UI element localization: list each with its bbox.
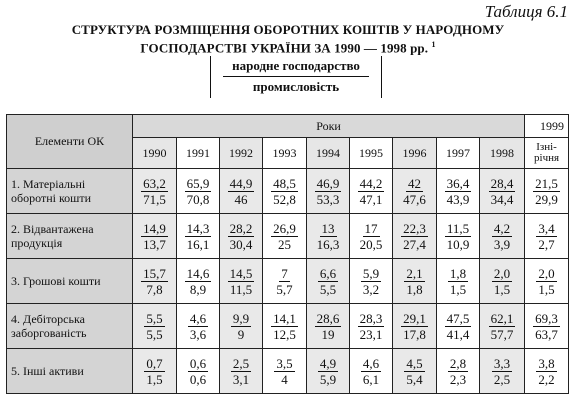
economy-value: 2,0 bbox=[538, 265, 555, 281]
industry-value: 19 bbox=[321, 326, 335, 342]
value-cell bbox=[307, 259, 350, 304]
industry-value: 29,9 bbox=[535, 191, 558, 207]
industry-value: 53,3 bbox=[316, 191, 340, 207]
value-cell bbox=[177, 214, 220, 259]
economy-value: 15,7 bbox=[143, 265, 166, 281]
industry-value: 16,1 bbox=[186, 236, 210, 252]
economy-value: 44,9 bbox=[229, 175, 253, 191]
economy-value: 14,9 bbox=[143, 220, 166, 236]
value-cell bbox=[525, 214, 569, 259]
economy-value: 3,5 bbox=[276, 355, 293, 371]
table-body bbox=[7, 169, 569, 394]
economy-value: 1,8 bbox=[449, 265, 467, 281]
value-cell bbox=[437, 349, 480, 394]
row-label: 3. Грошові кошти bbox=[7, 259, 133, 304]
industry-value: 1,5 bbox=[538, 281, 555, 297]
industry-value: 2,5 bbox=[493, 371, 511, 387]
economy-value: 28,6 bbox=[316, 310, 340, 326]
header-elements: Елементи ОК bbox=[7, 115, 133, 169]
economy-value: 65,9 bbox=[186, 175, 210, 191]
industry-value: 47,1 bbox=[359, 191, 383, 207]
industry-value: 1,8 bbox=[406, 281, 423, 297]
economy-value: 48,5 bbox=[273, 175, 296, 191]
header-year: 1994 bbox=[307, 138, 350, 169]
economy-value: 5,9 bbox=[362, 265, 380, 281]
fraction-legend bbox=[210, 56, 382, 98]
value-cell bbox=[263, 259, 307, 304]
value-cell bbox=[393, 169, 437, 214]
row-label: 4. Дебіторська заборгованість bbox=[7, 304, 133, 349]
header-year-part: річня bbox=[534, 152, 560, 164]
value-cell bbox=[350, 259, 393, 304]
economy-value: 9,9 bbox=[232, 310, 250, 326]
value-cell bbox=[133, 214, 177, 259]
value-cell bbox=[263, 214, 307, 259]
value-cell bbox=[480, 304, 525, 349]
industry-value: 2,2 bbox=[538, 371, 555, 387]
header-row-group bbox=[7, 115, 569, 138]
value-cell bbox=[263, 349, 307, 394]
economy-value: 2,8 bbox=[449, 355, 467, 371]
economy-value: 21,5 bbox=[535, 175, 558, 191]
value-cell bbox=[437, 259, 480, 304]
header-year bbox=[525, 138, 569, 169]
title-line-2-text: ГОСПОДАРСТВІ УКРАЇНИ ЗА 1990 — 1998 рр. bbox=[140, 40, 429, 56]
economy-value: 47,5 bbox=[446, 310, 470, 326]
value-cell bbox=[220, 169, 263, 214]
economy-value: 46,9 bbox=[316, 175, 340, 191]
value-cell bbox=[393, 259, 437, 304]
value-cell bbox=[525, 304, 569, 349]
economy-value: 0,6 bbox=[189, 355, 207, 371]
industry-value: 3,9 bbox=[493, 236, 511, 252]
value-cell bbox=[177, 349, 220, 394]
economy-value: 62,1 bbox=[490, 310, 514, 326]
table-header bbox=[7, 115, 569, 169]
economy-value: 2,0 bbox=[493, 265, 511, 281]
economy-value: 42 bbox=[408, 175, 421, 191]
economy-value: 69,3 bbox=[535, 310, 558, 326]
economy-value: 4,6 bbox=[189, 310, 207, 326]
industry-value: 17,8 bbox=[403, 326, 426, 342]
industry-value: 3,1 bbox=[232, 371, 250, 387]
economy-value: 11,5 bbox=[446, 220, 470, 236]
industry-value: 2,3 bbox=[449, 371, 467, 387]
header-year: 1996 bbox=[393, 138, 437, 169]
industry-value: 46 bbox=[234, 191, 248, 207]
legend-numerator: народне господарство bbox=[223, 58, 369, 77]
value-cell bbox=[307, 214, 350, 259]
table-row bbox=[7, 169, 569, 214]
value-cell bbox=[350, 214, 393, 259]
economy-value: 14,3 bbox=[186, 220, 210, 236]
economy-value: 14,6 bbox=[186, 265, 210, 281]
value-cell bbox=[263, 304, 307, 349]
header-year: 1998 bbox=[480, 138, 525, 169]
value-cell bbox=[307, 349, 350, 394]
value-cell bbox=[133, 259, 177, 304]
economy-value: 14,5 bbox=[229, 265, 253, 281]
title-footnote-mark: 1 bbox=[431, 40, 436, 49]
economy-value: 14,1 bbox=[273, 310, 296, 326]
row-label: 5. Інші активи bbox=[7, 349, 133, 394]
table-title bbox=[0, 22, 576, 55]
economy-value: 28,3 bbox=[359, 310, 383, 326]
economy-value: 13 bbox=[321, 220, 335, 236]
header-years-group: Роки bbox=[133, 115, 525, 138]
industry-value: 13,7 bbox=[143, 236, 166, 252]
economy-value: 3,4 bbox=[538, 220, 555, 236]
value-cell bbox=[133, 169, 177, 214]
economy-value: 2,1 bbox=[406, 265, 423, 281]
value-cell bbox=[177, 304, 220, 349]
header-year-part: Ізні- bbox=[536, 141, 557, 153]
industry-value: 47,6 bbox=[403, 191, 426, 207]
value-cell bbox=[437, 214, 480, 259]
industry-value: 34,4 bbox=[490, 191, 514, 207]
industry-value: 25 bbox=[278, 236, 291, 252]
industry-value: 12,5 bbox=[273, 326, 296, 342]
economy-value: 2,5 bbox=[232, 355, 250, 371]
industry-value: 1,5 bbox=[449, 281, 467, 297]
legend-denominator: промисловість bbox=[252, 79, 340, 94]
economy-value: 36,4 bbox=[446, 175, 470, 191]
data-table bbox=[6, 114, 569, 394]
industry-value: 5,5 bbox=[319, 281, 337, 297]
value-cell bbox=[480, 214, 525, 259]
table-row bbox=[7, 214, 569, 259]
header-year: 1992 bbox=[220, 138, 263, 169]
value-cell bbox=[393, 214, 437, 259]
table-row bbox=[7, 304, 569, 349]
row-label: 1. Матеріальні оборотні кошти bbox=[7, 169, 133, 214]
value-cell bbox=[437, 304, 480, 349]
value-cell bbox=[393, 349, 437, 394]
industry-value: 6,1 bbox=[362, 371, 380, 387]
value-cell bbox=[350, 304, 393, 349]
industry-value: 1,5 bbox=[493, 281, 511, 297]
economy-value: 29,1 bbox=[403, 310, 426, 326]
industry-value: 11,5 bbox=[229, 281, 253, 297]
industry-value: 70,8 bbox=[186, 191, 210, 207]
economy-value: 63,2 bbox=[143, 175, 166, 191]
industry-value: 43,9 bbox=[446, 191, 470, 207]
industry-value: 8,9 bbox=[189, 281, 207, 297]
row-label: 2. Відвантажена продукція bbox=[7, 214, 133, 259]
value-cell bbox=[220, 304, 263, 349]
industry-value: 4 bbox=[281, 371, 288, 387]
value-cell bbox=[525, 169, 569, 214]
value-cell bbox=[133, 349, 177, 394]
table-caption-number: Таблиця 6.1 bbox=[484, 2, 568, 21]
value-cell bbox=[177, 259, 220, 304]
economy-value: 3,3 bbox=[493, 355, 511, 371]
industry-value: 10,9 bbox=[446, 236, 470, 252]
economy-value: 22,3 bbox=[403, 220, 426, 236]
economy-value: 44,2 bbox=[359, 175, 383, 191]
economy-value: 4,9 bbox=[319, 355, 337, 371]
header-year: 1991 bbox=[177, 138, 220, 169]
table-row bbox=[7, 259, 569, 304]
value-cell bbox=[480, 259, 525, 304]
value-cell bbox=[133, 304, 177, 349]
industry-value: 0,6 bbox=[189, 371, 207, 387]
economy-value: 4,6 bbox=[362, 355, 380, 371]
value-cell bbox=[220, 214, 263, 259]
industry-value: 52,8 bbox=[273, 191, 296, 207]
economy-value: 28,4 bbox=[490, 175, 514, 191]
economy-value: 4,2 bbox=[493, 220, 511, 236]
industry-value: 20,5 bbox=[359, 236, 383, 252]
value-cell bbox=[393, 304, 437, 349]
header-year: 1993 bbox=[263, 138, 307, 169]
value-cell bbox=[220, 349, 263, 394]
industry-value: 5,7 bbox=[276, 281, 293, 297]
table-row bbox=[7, 349, 569, 394]
economy-value: 26,9 bbox=[273, 220, 296, 236]
value-cell bbox=[480, 169, 525, 214]
value-cell bbox=[177, 169, 220, 214]
value-cell bbox=[307, 304, 350, 349]
economy-value: 7 bbox=[281, 265, 288, 281]
value-cell bbox=[307, 169, 350, 214]
header-1999: 1999 bbox=[525, 115, 569, 138]
industry-value: 3,2 bbox=[362, 281, 380, 297]
industry-value: 5,5 bbox=[146, 326, 163, 342]
economy-value: 28,2 bbox=[229, 220, 253, 236]
industry-value: 23,1 bbox=[359, 326, 383, 342]
header-year: 1995 bbox=[350, 138, 393, 169]
value-cell bbox=[263, 169, 307, 214]
value-cell bbox=[525, 259, 569, 304]
industry-value: 5,4 bbox=[406, 371, 423, 387]
value-cell bbox=[350, 349, 393, 394]
economy-value: 5,5 bbox=[146, 310, 163, 326]
industry-value: 16,3 bbox=[316, 236, 340, 252]
header-year: 1997 bbox=[437, 138, 480, 169]
industry-value: 41,4 bbox=[446, 326, 470, 342]
industry-value: 27,4 bbox=[403, 236, 426, 252]
industry-value: 9 bbox=[237, 326, 245, 342]
header-year: 1990 bbox=[133, 138, 177, 169]
economy-value: 6,6 bbox=[319, 265, 337, 281]
economy-value: 3,8 bbox=[538, 355, 555, 371]
value-cell bbox=[220, 259, 263, 304]
industry-value: 2,7 bbox=[538, 236, 555, 252]
industry-value: 63,7 bbox=[535, 326, 558, 342]
value-cell bbox=[437, 169, 480, 214]
industry-value: 71,5 bbox=[143, 191, 166, 207]
value-cell bbox=[480, 349, 525, 394]
industry-value: 30,4 bbox=[229, 236, 253, 252]
title-line-2 bbox=[0, 37, 576, 55]
title-line-1: СТРУКТУРА РОЗМІЩЕННЯ ОБОРОТНИХ КОШТІВ У НАРОДНОМУ bbox=[71, 22, 505, 37]
industry-value: 1,5 bbox=[146, 371, 163, 387]
industry-value: 5,9 bbox=[319, 371, 337, 387]
value-cell bbox=[350, 169, 393, 214]
economy-value: 4,5 bbox=[406, 355, 423, 371]
industry-value: 7,8 bbox=[146, 281, 163, 297]
economy-value: 17 bbox=[364, 220, 378, 236]
value-cell bbox=[525, 349, 569, 394]
industry-value: 3,6 bbox=[189, 326, 207, 342]
industry-value: 57,7 bbox=[490, 326, 514, 342]
economy-value: 0,7 bbox=[146, 355, 163, 371]
